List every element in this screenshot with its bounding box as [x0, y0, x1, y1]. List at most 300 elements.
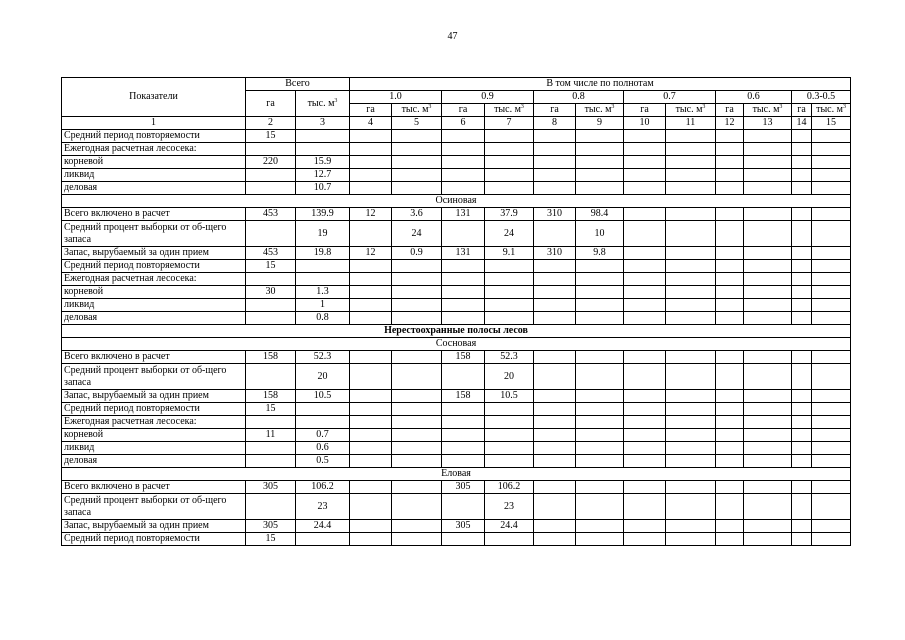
column-number: 7 [485, 117, 534, 130]
table-cell [350, 403, 392, 416]
table-cell [246, 273, 296, 286]
column-number: 1 [62, 117, 246, 130]
table-cell [534, 182, 576, 195]
table-row [62, 481, 851, 494]
table-row [62, 403, 851, 416]
table-cell: 158 [442, 351, 485, 364]
row-label: Запас, вырубаемый за один прием [62, 390, 246, 403]
table-cell [576, 130, 624, 143]
table-row [62, 286, 851, 299]
table-cell: 19 [296, 221, 350, 247]
table-cell [792, 312, 812, 325]
row-label: Ежегодная расчетная лесосека: [62, 143, 246, 156]
table-cell [744, 130, 792, 143]
table-cell [534, 286, 576, 299]
table-cell [576, 351, 624, 364]
header-unit-volume: тыс. $м^3$ [812, 104, 851, 117]
table-cell [392, 156, 442, 169]
table-cell: 52.3 [485, 351, 534, 364]
table-cell: 24.4 [296, 520, 350, 533]
table-cell [716, 221, 744, 247]
table-cell [792, 455, 812, 468]
table-cell [534, 273, 576, 286]
row-label: Ежегодная расчетная лесосека: [62, 273, 246, 286]
header-unit-ha: га [442, 104, 485, 117]
table-cell [534, 416, 576, 429]
table-cell [350, 221, 392, 247]
table-cell [666, 286, 716, 299]
table-cell [744, 312, 792, 325]
table-cell [624, 182, 666, 195]
table-cell [812, 429, 851, 442]
table-cell [246, 299, 296, 312]
table-cell: 9.1 [485, 247, 534, 260]
table-cell [716, 169, 744, 182]
table-cell [442, 260, 485, 273]
table-cell: 52.3 [296, 351, 350, 364]
table-cell: 305 [442, 520, 485, 533]
table-cell [246, 455, 296, 468]
table-cell [246, 312, 296, 325]
section-title: Сосновая [62, 338, 851, 351]
header-by-density: В том числе по полнотам [350, 78, 851, 91]
table-row [62, 312, 851, 325]
table-cell [716, 416, 744, 429]
header-total: Всего [246, 78, 350, 91]
table-row [62, 299, 851, 312]
table-cell [485, 130, 534, 143]
table-row [62, 520, 851, 533]
table-cell [812, 156, 851, 169]
table-cell [624, 156, 666, 169]
table-cell [624, 273, 666, 286]
table-cell [716, 494, 744, 520]
table-row [62, 260, 851, 273]
column-number: 2 [246, 117, 296, 130]
table-cell [744, 520, 792, 533]
table-cell [716, 299, 744, 312]
table-cell [534, 481, 576, 494]
table-cell [812, 494, 851, 520]
table-cell [624, 364, 666, 390]
section-title: Еловая [62, 468, 851, 481]
table-cell [792, 208, 812, 221]
row-label: деловая [62, 312, 246, 325]
table-cell [744, 351, 792, 364]
table-cell: 3.6 [392, 208, 442, 221]
table-cell [716, 143, 744, 156]
row-label: Средний процент выборки от об-щего запаса [62, 364, 246, 390]
table-cell [350, 429, 392, 442]
header-density: 1.0 [350, 91, 442, 104]
table-cell [666, 221, 716, 247]
table-cell [392, 429, 442, 442]
table-cell [485, 429, 534, 442]
table-cell [666, 208, 716, 221]
table-cell [534, 169, 576, 182]
table-cell [392, 416, 442, 429]
table-row [62, 247, 851, 260]
row-label: деловая [62, 455, 246, 468]
table-cell [666, 364, 716, 390]
table-cell [716, 130, 744, 143]
table-cell [534, 364, 576, 390]
table-cell: 10 [576, 221, 624, 247]
table-cell [792, 442, 812, 455]
row-label: Средний процент выборки от об-щего запаса [62, 221, 246, 247]
table-cell [576, 286, 624, 299]
table-cell [716, 403, 744, 416]
table-cell [392, 260, 442, 273]
table-cell [624, 221, 666, 247]
table-cell [812, 208, 851, 221]
table-cell [716, 156, 744, 169]
table-cell [576, 494, 624, 520]
table-cell [485, 299, 534, 312]
table-cell [812, 130, 851, 143]
table-cell: 158 [246, 390, 296, 403]
table-cell [812, 273, 851, 286]
table-cell [744, 299, 792, 312]
header-unit-volume: тыс. $м^3$ [485, 104, 534, 117]
table-cell [392, 182, 442, 195]
table-cell [442, 312, 485, 325]
page-number: 47 [447, 31, 458, 42]
table-cell [442, 221, 485, 247]
column-number: 13 [744, 117, 792, 130]
table-cell [744, 390, 792, 403]
table-cell [246, 442, 296, 455]
forest-table [61, 77, 851, 546]
column-number: 14 [792, 117, 812, 130]
table-cell [792, 286, 812, 299]
row-label: Запас, вырубаемый за один прием [62, 520, 246, 533]
table-row [62, 455, 851, 468]
header-indicators: Показатели [62, 78, 246, 117]
table-row [62, 221, 851, 247]
table-cell [350, 364, 392, 390]
table-cell [576, 481, 624, 494]
table-cell: 453 [246, 247, 296, 260]
table-cell [716, 481, 744, 494]
table-cell [716, 182, 744, 195]
row-label: Средний период повторяемости [62, 533, 246, 546]
table-cell [576, 429, 624, 442]
table-cell [716, 312, 744, 325]
table-cell [624, 299, 666, 312]
table-cell [792, 247, 812, 260]
table-cell [624, 455, 666, 468]
table-cell [576, 416, 624, 429]
row-label: ликвид [62, 442, 246, 455]
table-cell [442, 169, 485, 182]
table-cell: 310 [534, 247, 576, 260]
table-cell [392, 299, 442, 312]
table-cell: 24 [485, 221, 534, 247]
table-cell [744, 260, 792, 273]
table-cell: 310 [534, 208, 576, 221]
table-cell [624, 416, 666, 429]
table-row [62, 494, 851, 520]
table-cell [812, 169, 851, 182]
table-cell [350, 143, 392, 156]
table-cell [576, 442, 624, 455]
table-cell [812, 416, 851, 429]
table-cell [534, 390, 576, 403]
table-cell [350, 533, 392, 546]
table-cell [624, 520, 666, 533]
table-cell [624, 429, 666, 442]
table-cell [666, 299, 716, 312]
table-cell: 12 [350, 208, 392, 221]
row-label: деловая [62, 182, 246, 195]
table-cell: 0.7 [296, 429, 350, 442]
table-cell [485, 260, 534, 273]
table-cell [666, 351, 716, 364]
table-cell [296, 260, 350, 273]
column-number: 11 [666, 117, 716, 130]
table-cell [485, 416, 534, 429]
table-cell: 0.5 [296, 455, 350, 468]
table-cell: 10.5 [485, 390, 534, 403]
header-density: 0.7 [624, 91, 716, 104]
table-cell [744, 533, 792, 546]
table-cell [576, 403, 624, 416]
table-cell [485, 455, 534, 468]
table-cell [744, 208, 792, 221]
table-cell [744, 273, 792, 286]
header-unit-ha: га [792, 104, 812, 117]
table-row [62, 182, 851, 195]
row-label: корневой [62, 156, 246, 169]
table-cell [392, 169, 442, 182]
column-number: 9 [576, 117, 624, 130]
table-cell [666, 312, 716, 325]
table-cell [485, 403, 534, 416]
table-cell [485, 143, 534, 156]
table-cell [534, 533, 576, 546]
table-cell [666, 143, 716, 156]
table-row [62, 208, 851, 221]
table-cell [485, 156, 534, 169]
table-cell [812, 403, 851, 416]
table-cell [812, 221, 851, 247]
table-row [62, 351, 851, 364]
header-unit-volume: тыс. $м^3$ [576, 104, 624, 117]
table-row [62, 533, 851, 546]
table-cell [485, 286, 534, 299]
table-cell [576, 143, 624, 156]
table-cell [716, 286, 744, 299]
table-cell [716, 208, 744, 221]
table-cell [534, 221, 576, 247]
table-cell: 305 [442, 481, 485, 494]
header-unit-volume: тыс. $м^3$ [666, 104, 716, 117]
table-cell [666, 416, 716, 429]
table-cell: 1.3 [296, 286, 350, 299]
table-cell [296, 416, 350, 429]
table-cell [744, 364, 792, 390]
header-unit-ha: га [624, 104, 666, 117]
table-cell [246, 364, 296, 390]
table-cell [392, 130, 442, 143]
table-cell [246, 143, 296, 156]
table-cell: 158 [442, 390, 485, 403]
table-cell [792, 351, 812, 364]
table-cell: 23 [296, 494, 350, 520]
table-cell: 15 [246, 130, 296, 143]
table-cell [624, 533, 666, 546]
table-cell [576, 312, 624, 325]
table-cell [534, 455, 576, 468]
table-cell: 12 [350, 247, 392, 260]
table-cell [576, 182, 624, 195]
table-cell [744, 143, 792, 156]
table-cell [392, 455, 442, 468]
table-cell [744, 481, 792, 494]
table-row [62, 169, 851, 182]
table-cell: 37.9 [485, 208, 534, 221]
table-cell [246, 169, 296, 182]
table-cell [392, 351, 442, 364]
table-cell [350, 169, 392, 182]
table-cell [666, 390, 716, 403]
table-cell [350, 442, 392, 455]
column-number: 12 [716, 117, 744, 130]
table-cell [534, 351, 576, 364]
table-cell [812, 455, 851, 468]
row-label: корневой [62, 429, 246, 442]
table-cell [792, 299, 812, 312]
row-label: ликвид [62, 299, 246, 312]
table-cell [392, 520, 442, 533]
table-cell [350, 182, 392, 195]
table-cell: 0.8 [296, 312, 350, 325]
table-cell: 10.7 [296, 182, 350, 195]
row-label: Средний период повторяемости [62, 403, 246, 416]
header-unit-ha: га [716, 104, 744, 117]
column-number: 10 [624, 117, 666, 130]
table-cell [350, 481, 392, 494]
table-cell [350, 273, 392, 286]
table-cell [392, 481, 442, 494]
table-cell [666, 429, 716, 442]
table-cell [812, 247, 851, 260]
table-cell [576, 533, 624, 546]
table-cell [442, 442, 485, 455]
row-label: корневой [62, 286, 246, 299]
table-cell [666, 260, 716, 273]
table-cell [392, 143, 442, 156]
header-unit-ha: га [350, 104, 392, 117]
table-cell [296, 130, 350, 143]
table-cell [744, 403, 792, 416]
table-cell [624, 130, 666, 143]
table-cell [392, 442, 442, 455]
table-cell: 1 [296, 299, 350, 312]
table-cell [624, 143, 666, 156]
table-cell [744, 416, 792, 429]
table-cell [576, 169, 624, 182]
table-cell [792, 364, 812, 390]
table-cell [744, 221, 792, 247]
table-cell [716, 520, 744, 533]
table-cell [792, 390, 812, 403]
table-row [62, 143, 851, 156]
table-cell [666, 481, 716, 494]
table-cell: 0.9 [392, 247, 442, 260]
table-cell [666, 247, 716, 260]
table-row [62, 130, 851, 143]
table-cell [792, 416, 812, 429]
table-cell [812, 286, 851, 299]
row-label: Средний период повторяемости [62, 130, 246, 143]
table-cell [716, 273, 744, 286]
table-cell [442, 403, 485, 416]
table-cell [792, 182, 812, 195]
header-unit-ha: га [534, 104, 576, 117]
row-label: ликвид [62, 169, 246, 182]
table-cell: 131 [442, 247, 485, 260]
table-cell [350, 286, 392, 299]
section-row [62, 468, 851, 481]
table-cell [576, 455, 624, 468]
table-cell [442, 156, 485, 169]
table-cell [744, 494, 792, 520]
table-cell [442, 429, 485, 442]
table-cell [812, 351, 851, 364]
table-cell: 23 [485, 494, 534, 520]
table-cell [792, 221, 812, 247]
column-number: 3 [296, 117, 350, 130]
table-cell [534, 299, 576, 312]
table-cell [442, 130, 485, 143]
table-cell [666, 455, 716, 468]
table-cell [246, 416, 296, 429]
table-cell [392, 403, 442, 416]
table-cell [350, 494, 392, 520]
table-cell [792, 429, 812, 442]
section-row [62, 338, 851, 351]
table-cell [812, 260, 851, 273]
table-cell [624, 481, 666, 494]
table-cell [296, 273, 350, 286]
table-cell [792, 520, 812, 533]
header-unit-volume: тыс. $м^3$ [392, 104, 442, 117]
table-cell [392, 533, 442, 546]
table-cell: 9.8 [576, 247, 624, 260]
table-cell [296, 143, 350, 156]
table-cell [442, 494, 485, 520]
table-cell [350, 156, 392, 169]
table-cell [392, 312, 442, 325]
table-cell [392, 273, 442, 286]
table-cell [666, 130, 716, 143]
table-cell [744, 455, 792, 468]
table-cell [666, 494, 716, 520]
table-cell [792, 403, 812, 416]
table-cell [442, 273, 485, 286]
table-cell [576, 156, 624, 169]
table-cell [744, 429, 792, 442]
table-row [62, 390, 851, 403]
table-row [62, 364, 851, 390]
table-cell [442, 416, 485, 429]
table-row [62, 416, 851, 429]
header-density: 0.3-0.5 [792, 91, 851, 104]
column-number: 15 [812, 117, 851, 130]
table-cell [576, 364, 624, 390]
